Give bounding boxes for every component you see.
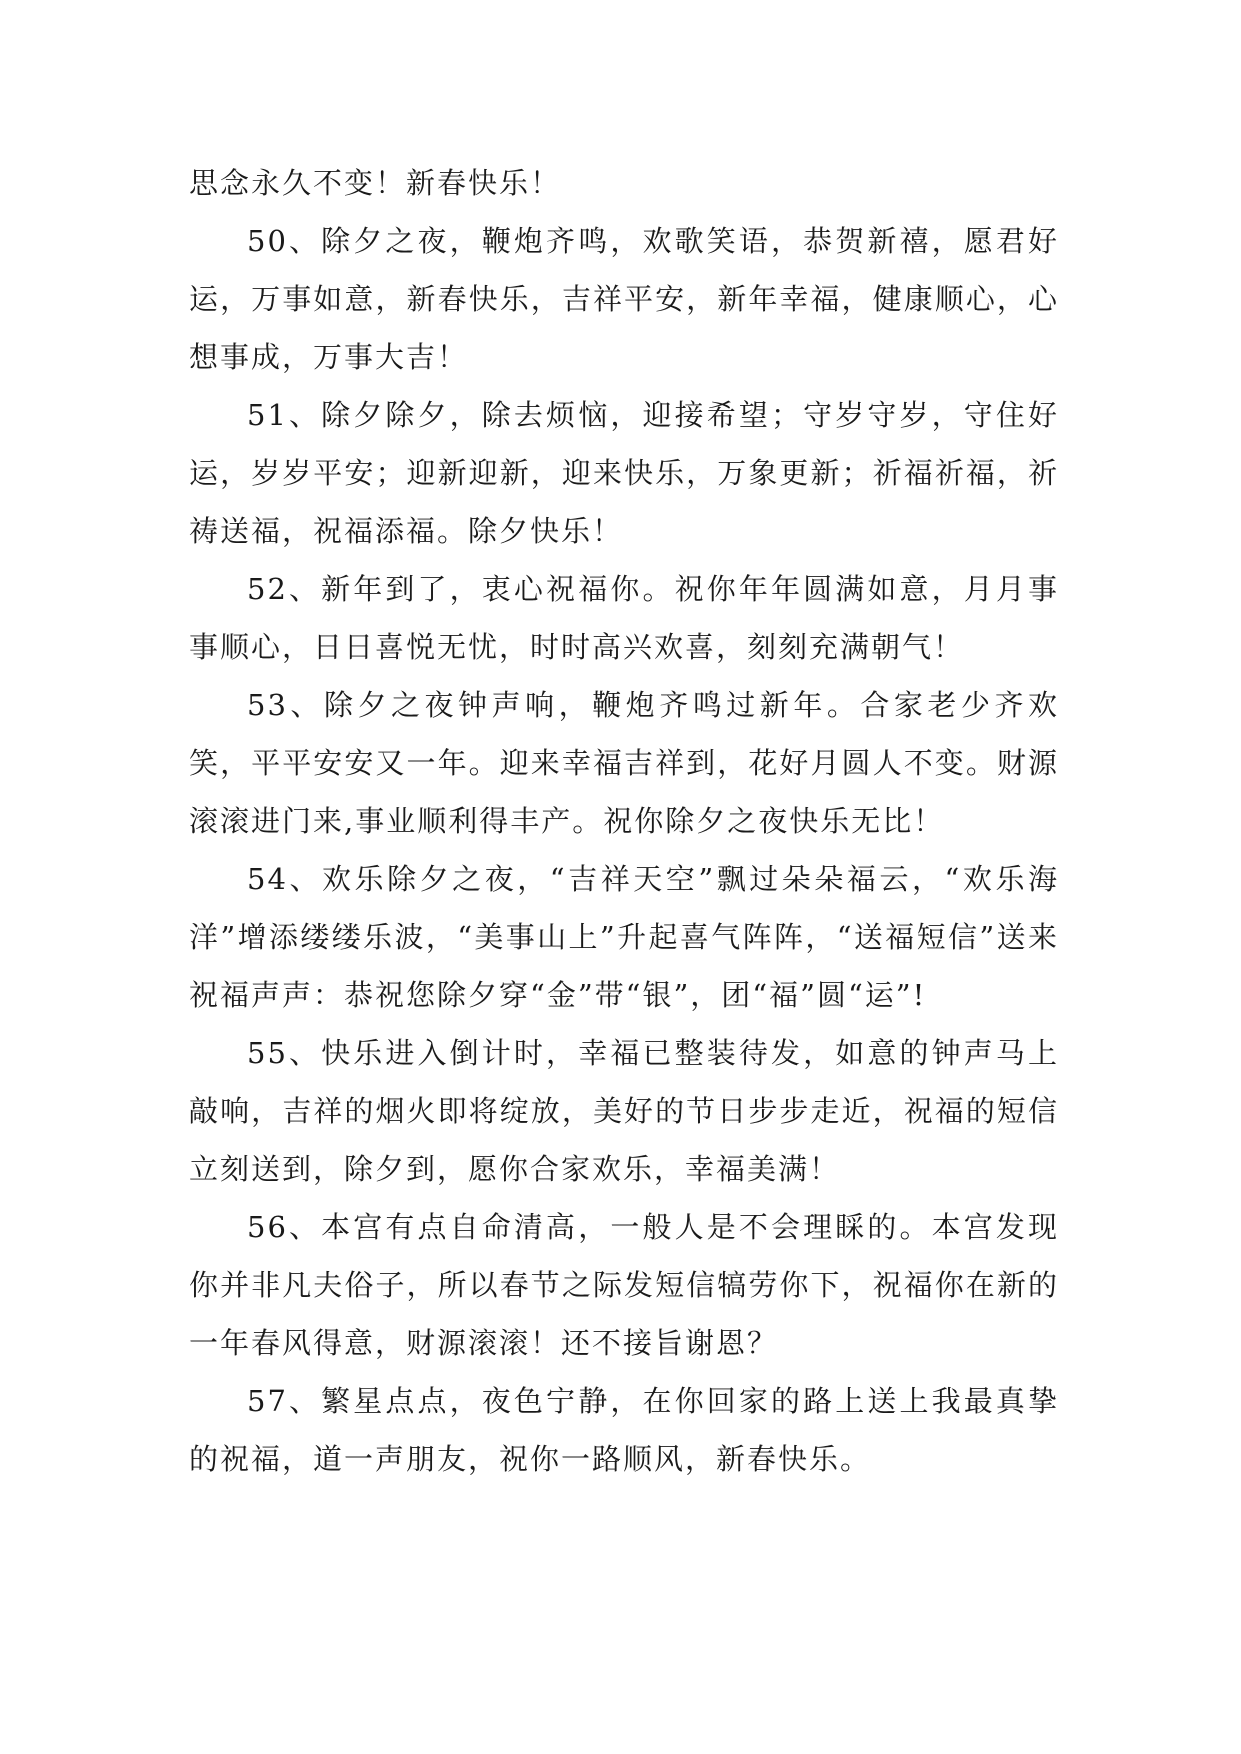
paragraph-53: 53、除夕之夜钟声响，鞭炮齐鸣过新年。合家老少齐欢笑，平平安安又一年。迎来幸福吉祥到，花好月圆人不变。财源滚滚进门来,事业顺利得丰产。祝你除夕之夜快乐无比！ [189,688,1059,838]
paragraph-continuation: 思念永久不变！新春快乐！ [189,166,562,200]
paragraph-57: 57、繁星点点，夜色宁静，在你回家的路上送上我最真挚的祝福，道一声朋友，祝你一路顺风，新春快乐。 [189,1384,1059,1476]
paragraph-50: 50、除夕之夜，鞭炮齐鸣，欢歌笑语，恭贺新禧，愿君好运，万事如意，新春快乐，吉祥平安，新年幸福，健康顺心，心想事成，万事大吉！ [189,224,1059,374]
paragraph-51: 51、除夕除夕，除去烦恼，迎接希望；守岁守岁，守住好运，岁岁平安；迎新迎新，迎来快乐，万象更新；祈福祈福，祈祷送福，祝福添福。除夕快乐！ [189,398,1059,548]
document-body [189,154,1059,1488]
paragraph-55: 55、快乐进入倒计时，幸福已整装待发，如意的钟声马上敲响，吉祥的烟火即将绽放，美好的节日步步走近，祝福的短信立刻送到，除夕到，愿你合家欢乐，幸福美满！ [189,1036,1059,1186]
paragraph-52: 52、新年到了，衷心祝福你。祝你年年圆满如意，月月事事顺心，日日喜悦无忧，时时高兴欢喜，刻刻充满朝气！ [189,572,1059,664]
paragraph-54: 54、欢乐除夕之夜，“吉祥天空”飘过朵朵福云，“欢乐海洋”增添缕缕乐波，“美事山上”升起喜气阵阵，“送福短信”送来祝福声声：恭祝您除夕穿“金”带“银”，团“福”圆“运”! [189,862,1059,1012]
paragraph-56: 56、本宫有点自命清高，一般人是不会理睬的。本宫发现你并非凡夫俗子，所以春节之际发短信犒劳你下，祝福你在新的一年春风得意，财源滚滚！还不接旨谢恩？ [189,1210,1059,1360]
